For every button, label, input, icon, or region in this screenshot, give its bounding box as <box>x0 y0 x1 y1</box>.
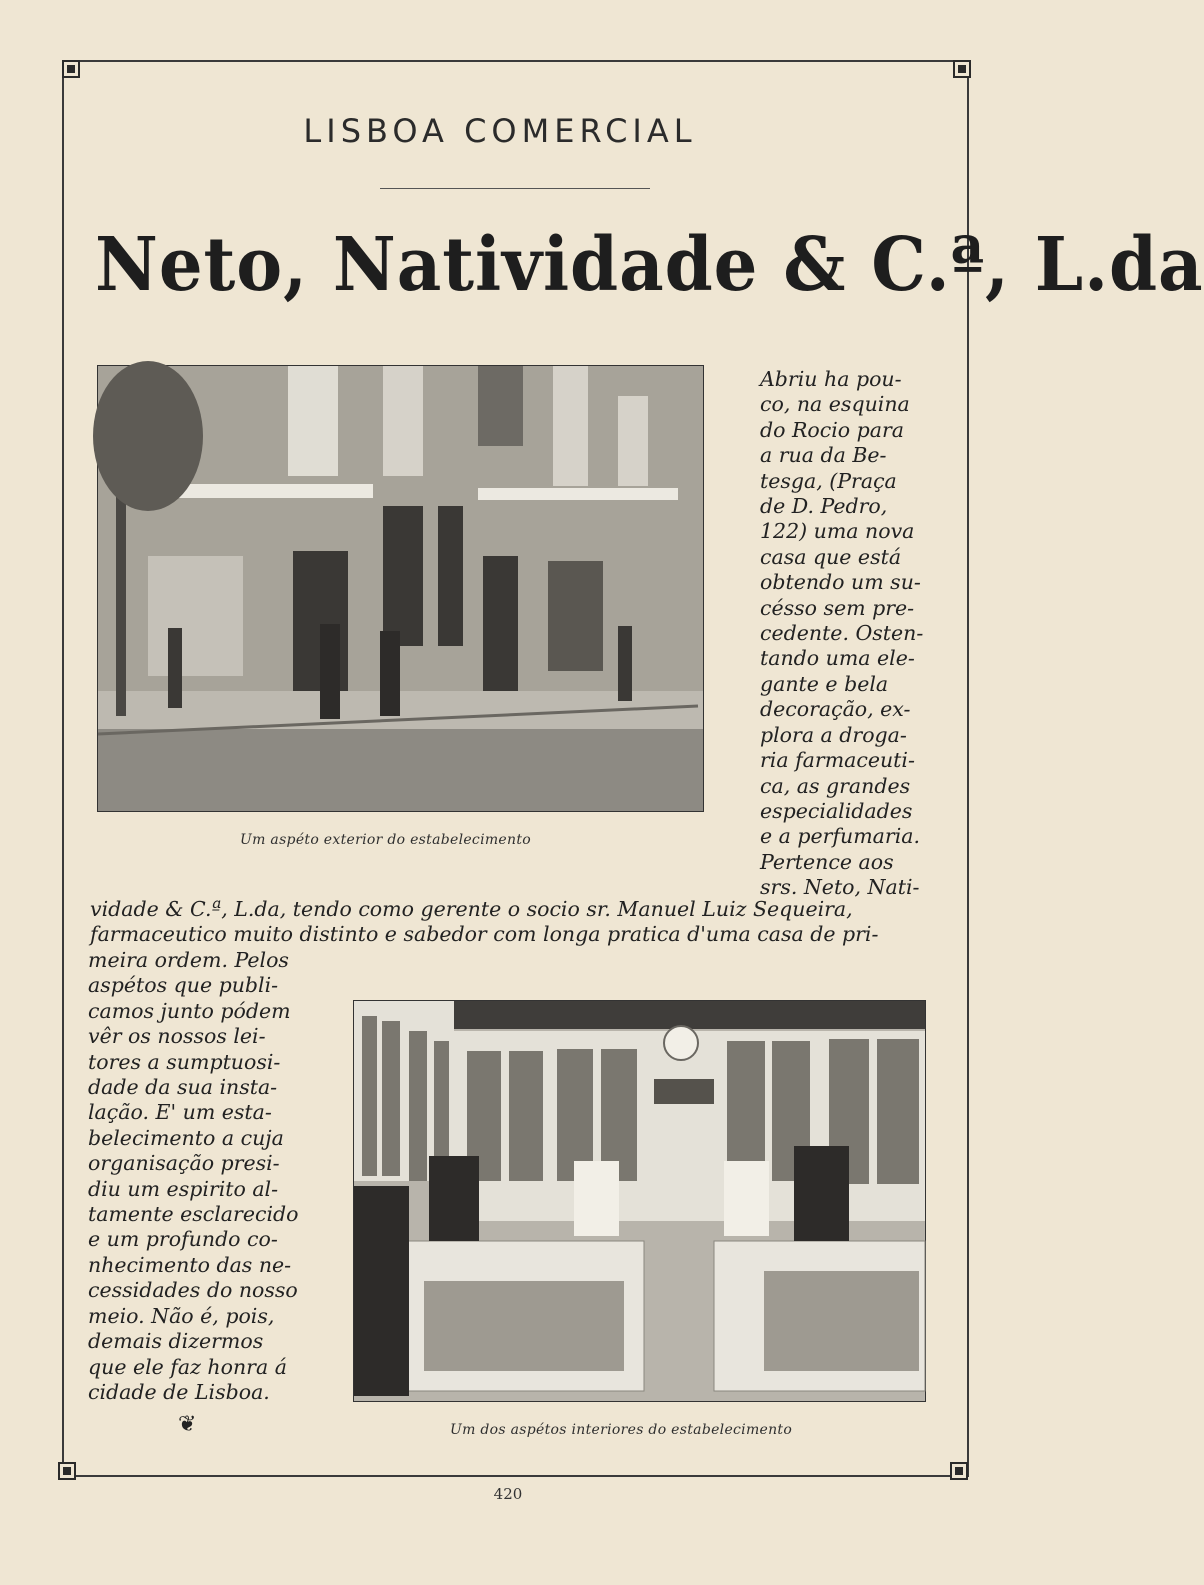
shop-window <box>148 556 243 676</box>
section-title: LISBOA COMERCIAL <box>303 112 697 150</box>
upper-window <box>383 366 423 476</box>
counter-vitrine <box>764 1271 919 1371</box>
shelf-unit <box>409 1031 427 1181</box>
interior-photo-caption: Um dos aspétos interiores do estabelecimento <box>450 1422 793 1438</box>
staff-member <box>574 1161 619 1236</box>
fleuron-icon: ❦ <box>178 1412 197 1437</box>
corner-window <box>383 506 423 646</box>
exterior-photo-caption: Um aspéto exterior do estabelecimento <box>240 832 531 848</box>
shelf-unit <box>727 1041 765 1181</box>
title-divider <box>380 188 650 189</box>
staff-member <box>724 1161 769 1236</box>
ceiling <box>404 1001 925 1029</box>
upper-window <box>288 366 338 476</box>
shop-door <box>483 556 518 696</box>
corner-ornament-bottom-left <box>58 1462 76 1480</box>
exterior-photo <box>97 365 704 812</box>
upper-window <box>618 396 648 486</box>
interior-illustration <box>354 1001 925 1401</box>
tree-foliage <box>93 361 203 511</box>
shelf-unit <box>362 1016 377 1176</box>
staff-member <box>429 1156 479 1241</box>
upper-window <box>553 366 588 486</box>
company-name: Neto, Natividade & C.ª, L.da <box>95 222 1204 308</box>
exterior-illustration <box>98 366 703 811</box>
shelf-unit <box>382 1021 400 1176</box>
upper-window <box>478 366 523 446</box>
corner-ornament-top-left <box>62 60 80 78</box>
shelf-unit <box>509 1051 543 1181</box>
article-text-full-width: vidade & C.ª, L.da, tendo como gerente o socio sr. Manuel Luiz Sequeira, farmaceutico muito distinto e sabedor com longa pratica d'uma casa de pri- <box>90 897 879 947</box>
wall-clock <box>664 1026 698 1060</box>
corner-window <box>438 506 463 646</box>
pedestrian <box>618 626 632 701</box>
shelf-unit <box>877 1039 919 1184</box>
pedestrian <box>168 628 182 708</box>
page-number: 420 <box>493 1485 523 1503</box>
pedestrian <box>320 624 340 719</box>
interior-photo <box>353 1000 926 1402</box>
shop-window <box>548 561 603 671</box>
seated-man <box>354 1186 409 1396</box>
awning <box>478 488 678 500</box>
corner-ornament-top-right <box>953 60 971 78</box>
counter-vitrine <box>424 1281 624 1371</box>
article-text-left-column: meira ordem. Pelos aspétos que publi- camos junto pódem vêr os nossos lei- tores a sumptuosi- dade da sua insta- lação. E' um esta- belecimento a cuja organisação presi- diu um espirito al- tamente esclarecido e um profundo co- nhecimento das ne- cessidades do nosso meio. Não é, pois, demais dizermos que ele faz honra á cidade de Lisboa. <box>88 948 299 1404</box>
pedestrian <box>380 631 400 716</box>
staff-member <box>794 1146 849 1241</box>
corner-ornament-bottom-right <box>950 1462 968 1480</box>
shelf-unit <box>654 1079 714 1104</box>
article-text-right-column: Abriu ha pou- co, na esquina do Rocio para a rua da Be- tesga, (Praça de D. Pedro, 122) uma nova casa que está obtendo um su- césso sem pre- cedente. Osten- tando uma ele- gante e bela decoração, ex- plora a droga- ria farmaceuti- ca, as grandes especialidades e a perfumaria. Pertence aos srs. Neto, Nati- <box>760 367 924 900</box>
